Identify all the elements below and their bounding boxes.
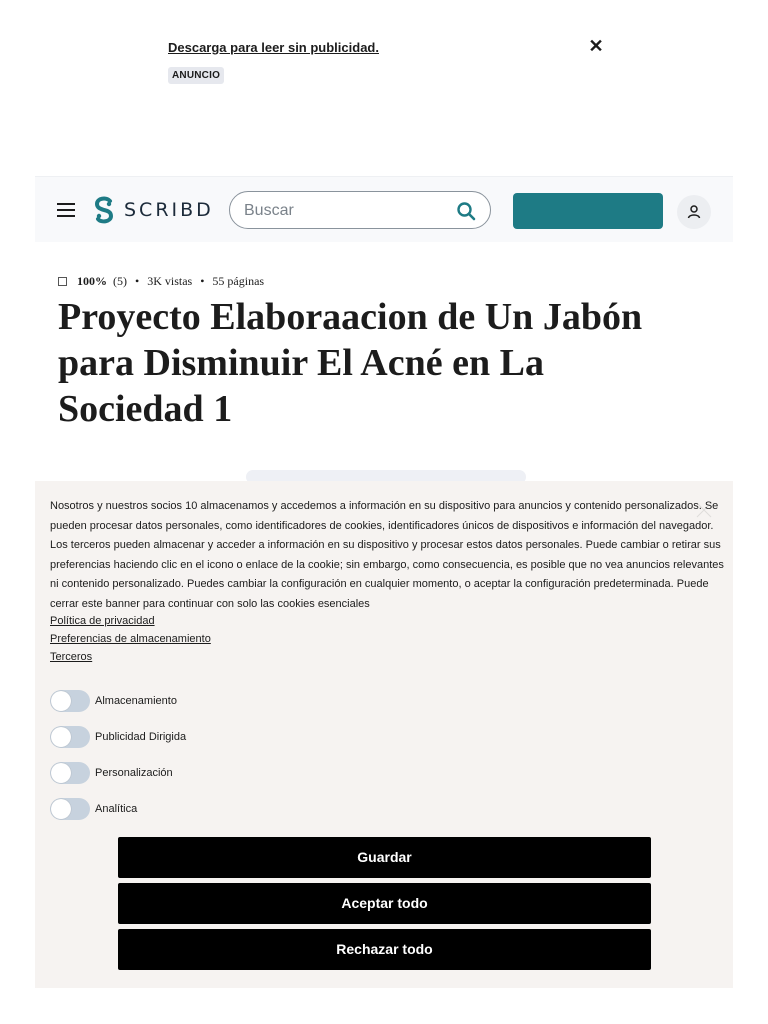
search-icon[interactable] (456, 201, 476, 221)
toggle-label: Personalización (95, 767, 173, 779)
toggle-label: Almacenamiento (95, 695, 177, 707)
storage-preferences-link[interactable]: Preferencias de almacenamiento (50, 633, 211, 646)
site-header (35, 176, 733, 242)
consent-toggles (50, 683, 186, 827)
separator: • (200, 274, 205, 288)
search-box (229, 191, 491, 229)
toggle-row-personalization (50, 755, 186, 791)
personalization-toggle[interactable] (50, 762, 90, 784)
page-count: 55 páginas (212, 274, 265, 288)
analytics-toggle[interactable] (50, 798, 90, 820)
toggle-label: Publicidad Dirigida (95, 731, 187, 743)
cookie-description: Nosotros y nuestros socios 10 almacenamos y accedemos a información en su dispositivo para anuncios y contenido personalizados. Se pueden procesar datos personales, como identificadores de cookies, identificadores únicos de dispositivos e información del navegador. Los terceros pueden almacenar y acceder a información en su dispositivo y procesar estos datos personales. Puede cambiar o retirar sus preferencias haciendo clic en el icono o enlace de la cookie; sin embargo, como consecuencia, es posible que no vea anuncios relevantes ni contenido personalizado. Puedes cambiar la configuración en cualquier momento, o aceptar la configuración predeterminada. Puede cerrar este banner para continuar con solo las cookies esenciales (50, 500, 724, 610)
third-parties-link[interactable]: Terceros (50, 651, 93, 664)
document-meta (58, 274, 264, 289)
toggle-row-storage (50, 683, 186, 719)
rating-percent: 100% (77, 274, 107, 288)
thumbs-up-icon (58, 277, 67, 286)
search-input[interactable] (244, 200, 444, 222)
privacy-policy-link[interactable]: Política de privacidad (50, 615, 155, 627)
cta-button[interactable] (513, 193, 663, 229)
save-button[interactable]: Guardar (118, 837, 651, 878)
cookie-banner (35, 481, 733, 988)
reject-all-button[interactable]: Rechazar todo (118, 929, 651, 970)
close-icon[interactable]: ✕ (588, 36, 604, 56)
view-count: 3K vistas (147, 274, 193, 288)
storage-toggle[interactable] (50, 690, 90, 712)
ad-badge: ANUNCIO (168, 67, 224, 84)
menu-icon[interactable] (57, 203, 75, 217)
separator: • (135, 274, 140, 288)
ad-banner (168, 36, 608, 84)
accept-all-button[interactable]: Aceptar todo (118, 883, 651, 924)
user-account-button[interactable] (677, 195, 711, 229)
cookie-links (50, 612, 211, 667)
targeted-ads-toggle[interactable] (50, 726, 90, 748)
scribd-logo-icon (93, 196, 115, 224)
toggle-row-targeted-ads (50, 719, 186, 755)
ad-download-link[interactable]: Descarga para leer sin publicidad. (168, 40, 379, 55)
logo-text: SCRIBD (124, 199, 214, 221)
user-icon (686, 204, 702, 220)
rating-count: (5) (113, 274, 127, 288)
toggle-row-analytics (50, 791, 186, 827)
scribd-logo[interactable] (93, 195, 214, 225)
document-title: Proyecto Elaboraacion de Un Jabón para Disminuir El Acné en La Sociedad 1 (58, 296, 643, 430)
toggle-label: Analítica (95, 803, 138, 815)
